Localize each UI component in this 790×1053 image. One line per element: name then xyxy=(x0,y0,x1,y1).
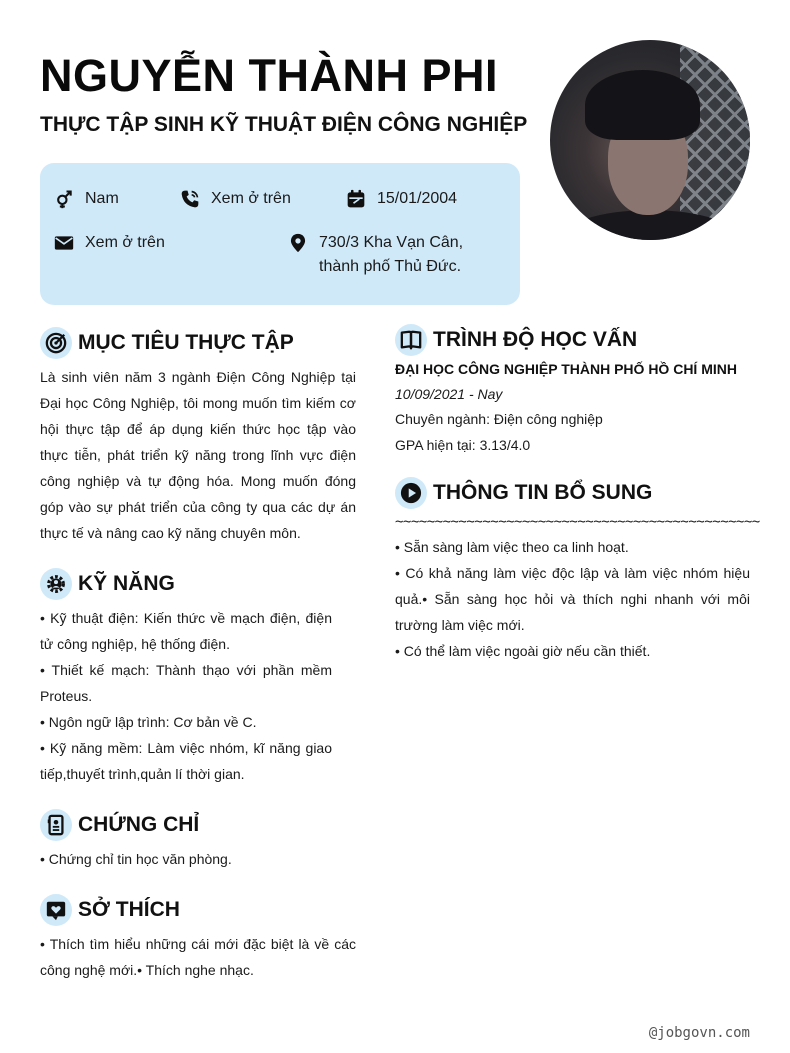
contact-address xyxy=(288,231,463,279)
objective-section-header xyxy=(40,327,294,359)
certificates-title: CHỨNG CHỈ xyxy=(78,813,200,836)
location-pin-icon xyxy=(288,233,308,253)
list-item: • Ngôn ngữ lập trình: Cơ bản về C. xyxy=(40,714,257,730)
skills-section-header xyxy=(40,568,175,600)
gender-value: Nam xyxy=(85,190,119,207)
birthday-value: 15/01/2004 xyxy=(377,190,458,207)
education-major: Chuyên ngành: Điện công nghiệp xyxy=(395,411,603,427)
education-gpa: GPA hiện tại: 3.13/4.0 xyxy=(395,437,531,453)
contact-phone xyxy=(180,187,291,211)
job-title: THỰC TẬP SINH KỸ THUẬT ĐIỆN CÔNG NGHIỆP xyxy=(40,113,528,136)
play-icon xyxy=(400,482,422,504)
phone-value: Xem ở trên xyxy=(211,190,291,207)
contact-info-box xyxy=(40,163,520,305)
objective-text: Là sinh viên năm 3 ngành Điện Công Nghiệp tại Đại học Công Nghiệp, tôi mong muốn tìm kiếm cơ hội thực tập để áp dụng kiến thức học tập vào thực tiễn, phát triển kỹ năng trong lĩnh vực điện công nghiệp và tự động hóa. Mong muốn đóng góp vào sự phát triển của công ty qua các dự án thực tế và nâng cao kỹ năng chuyên môn. xyxy=(40,369,356,541)
list-item: • Kỹ năng mềm: Làm việc nhóm, kĩ năng giao tiếp,thuyết trình,quản lí thời gian. xyxy=(40,740,332,782)
contact-birthday xyxy=(346,187,457,211)
divider: ~~~~~~~~~~~~~~~~~~~~~~~~~~~~~~~~~~~~~~~~~~~~~~ xyxy=(395,514,760,530)
gear-icon xyxy=(45,573,67,595)
hobbies-title: SỞ THÍCH xyxy=(78,898,180,921)
phone-icon xyxy=(180,189,200,209)
hobbies-text: • Thích tìm hiểu những cái mới đặc biệt là về các công nghệ mới.• Thích nghe nhạc. xyxy=(40,936,356,978)
heart-icon xyxy=(45,899,67,921)
envelope-icon xyxy=(54,233,74,253)
profile-photo xyxy=(550,40,750,240)
education-date: 10/09/2021 - Nay xyxy=(395,386,503,402)
objective-title: MỤC TIÊU THỰC TẬP xyxy=(78,331,294,354)
hobbies-section-header xyxy=(40,894,180,926)
list-item: • Có khả năng làm việc độc lập và làm việc nhóm hiệu quả.• Sẵn sàng học hỏi và thích nghi nhanh với môi trường làm việc mới. xyxy=(395,565,750,633)
additional-list xyxy=(395,534,750,664)
list-item: • Chứng chỉ tin học văn phòng. xyxy=(40,851,232,867)
list-item: • Có thể làm việc ngoài giờ nếu cần thiết. xyxy=(395,643,651,659)
email-value: Xem ở trên xyxy=(85,234,165,251)
footer-credit: @jobgovn.com xyxy=(648,1025,750,1041)
book-icon xyxy=(400,329,422,351)
skills-title: KỸ NĂNG xyxy=(78,572,175,595)
candidate-name: NGUYỄN THÀNH PHI xyxy=(40,50,499,101)
certificates-section-header xyxy=(40,809,199,841)
target-icon xyxy=(45,332,67,354)
skills-list xyxy=(40,605,332,787)
contact-gender xyxy=(54,187,119,211)
certificate-icon xyxy=(45,814,67,836)
school-name: ĐẠI HỌC CÔNG NGHIỆP THÀNH PHỐ HỒ CHÍ MINH xyxy=(395,361,737,377)
education-section-header xyxy=(395,324,637,356)
additional-section-header xyxy=(395,477,652,509)
list-item: • Sẵn sàng làm việc theo ca linh hoạt. xyxy=(395,539,629,555)
address-value: 730/3 Kha Vạn Cân, thành phố Thủ Đức. xyxy=(319,234,464,275)
additional-title: THÔNG TIN BỔ SUNG xyxy=(433,481,653,504)
gender-icon xyxy=(54,189,74,209)
calendar-icon xyxy=(346,189,366,209)
certificates-list xyxy=(40,846,356,872)
list-item: • Thiết kế mạch: Thành thạo với phần mềm Proteus. xyxy=(40,662,332,704)
education-title: TRÌNH ĐỘ HỌC VẤN xyxy=(433,328,638,351)
contact-email xyxy=(54,231,165,255)
list-item: • Kỹ thuật điện: Kiến thức về mạch điện, điện tử công nghiệp, hệ thống điện. xyxy=(40,610,332,652)
